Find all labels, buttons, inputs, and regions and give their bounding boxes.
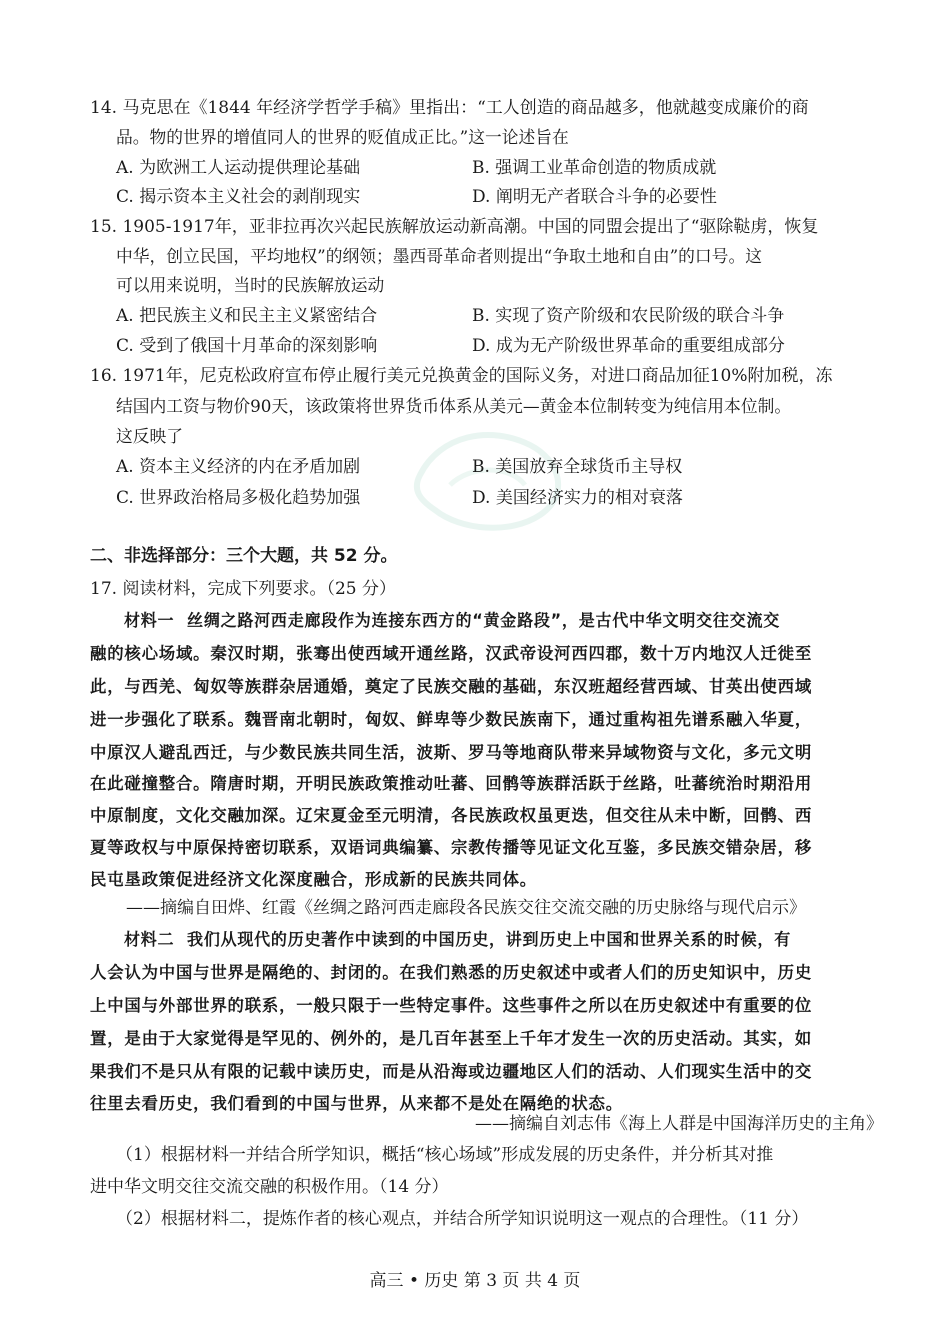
q17-intro: 17. 阅读材料，完成下列要求。（25 分）	[90, 579, 396, 599]
q14-option-a: A. 为欧洲工人运动提供理论基础	[116, 158, 361, 178]
material-1-source: ——摘编自田烨、红霞《丝绸之路河西走廊段各民族交往交流交融的历史脉络与现代启示》	[126, 898, 806, 918]
material-1-line-9: 民屯垦政策促进经济文化深度融合，形成新的民族共同体。	[90, 870, 537, 889]
material-2-line-6: 往里去看历史，我们看到的中国与世界，从来都不是处在隔绝的状态。	[90, 1094, 623, 1113]
material-1-line-7: 中原制度，文化交融加深。辽宋夏金至元明清，各民族政权虽更迭，但交往从未中断，回鹘、西	[90, 806, 813, 825]
q17-subquestion-2: （2）根据材料二，提炼作者的核心观点，并结合所学知识说明这一观点的合理性。（11 分）	[116, 1209, 809, 1229]
material-1-line-1: 材料一 丝绸之路河西走廊段作为连接东西方的“黄金路段”，是古代中华文明交往交流交	[124, 611, 781, 630]
material-2-line-5: 果我们不是只从有限的记载中读历史，而是从沿海或边疆地区人们的活动、人们现实生活中的交	[90, 1062, 813, 1081]
material-1-line-4: 进一步强化了联系。魏晋南北朝时，匈奴、鲜卑等少数民族南下，通过重构祖先谱系融入华夏，	[90, 710, 813, 729]
q16-option-b: B. 美国放弃全球货币主导权	[472, 457, 683, 477]
material-2-source: ——摘编自刘志伟《海上人群是中国海洋历史的主角》	[475, 1114, 883, 1134]
q15-option-d: D. 成为无产阶级世界革命的重要组成部分	[472, 336, 785, 356]
material-1-line-2: 融的核心场域。秦汉时期，张骞出使西域开通丝路，汉武帝设河西四郡，数十万内地汉人迁徙至	[90, 644, 813, 663]
material-1-line-8: 夏等政权与中原保持密切联系，双语词典编纂、宗教传播等见证文化互鉴，多民族交错杂居，移	[90, 838, 813, 857]
q14-option-c: C. 揭示资本主义社会的剥削现实	[116, 187, 361, 207]
q15-option-b: B. 实现了资产阶级和农民阶级的联合斗争	[472, 306, 785, 326]
q16-option-d: D. 美国经济实力的相对衰落	[472, 488, 683, 508]
material-1-line-3: 此，与西羌、匈奴等族群杂居通婚，奠定了民族交融的基础，东汉班超经营西域、甘英出使西域	[90, 677, 813, 696]
q16-option-a: A. 资本主义经济的内在矛盾加剧	[116, 457, 361, 477]
q16-stem-line-2: 结国内工资与物价90天，该政策将世界货币体系从美元—黄金本位制转变为纯信用本位制。	[116, 397, 792, 417]
q16-stem-line-3: 这反映了	[116, 427, 184, 447]
material-2-label: 材料二	[124, 930, 175, 949]
material-1-line-6: 在此碰撞整合。隋唐时期，开明民族政策推动吐蕃、回鹘等族群活跃于丝路，吐蕃统治时期沿用	[90, 774, 813, 793]
section-heading: 二、非选择部分：三个大题，共 52 分。	[90, 546, 398, 566]
q16-option-c: C. 世界政治格局多极化趋势加强	[116, 488, 361, 508]
page-footer: 高三 • 历史 第 3 页 共 4 页	[369, 1271, 581, 1291]
q15-stem-line-3: 可以用来说明，当时的民族解放运动	[116, 276, 385, 296]
q15-stem-line-2: 中华，创立民国，平均地权”的纲领；墨西哥革命者则提出“争取土地和自由”的口号。这	[116, 247, 762, 267]
q14-stem-line-1: 14. 马克思在《1844 年经济学哲学手稿》里指出：“工人创造的商品越多，他就越变成廉价的商	[90, 98, 809, 118]
q15-option-a: A. 把民族主义和民主主义紧密结合	[116, 306, 378, 326]
q15-option-c: C. 受到了俄国十月革命的深刻影响	[116, 336, 378, 356]
q16-stem-line-1: 16. 1971年，尼克松政府宣布停止履行美元兑换黄金的国际义务，对进口商品加征10%附加税，冻	[90, 366, 833, 386]
material-1-label: 材料一	[124, 611, 175, 630]
material-1-line-5: 中原汉人避乱西迁，与少数民族共同生活，波斯、罗马等地商队带来异域物资与文化，多元文明	[90, 743, 813, 762]
q14-stem-line-2: 品。物的世界的增值同人的世界的贬值成正比。”这一论述旨在	[116, 128, 569, 148]
material-2-line-1: 材料二 我们从现代的历史著作中读到的中国历史，讲到历史上中国和世界关系的时候，有	[124, 930, 791, 949]
q17-subquestion-1-line-1: （1）根据材料一并结合所学知识，概括“核心场域”形成发展的历史条件，并分析其对推	[116, 1145, 774, 1165]
q14-option-d: D. 阐明无产者联合斗争的必要性	[472, 187, 717, 207]
q17-subquestion-1-line-2: 进中华文明交往交流交融的积极作用。（14 分）	[90, 1177, 449, 1197]
material-2-line-3: 上中国与外部世界的联系，一般只限于一些特定事件。这些事件之所以在历史叙述中有重要的位	[90, 996, 813, 1015]
q14-option-b: B. 强调工业革命创造的物质成就	[472, 158, 717, 178]
material-2-line-2: 人会认为中国与世界是隔绝的、封闭的。在我们熟悉的历史叙述中或者人们的历史知识中，历史	[90, 963, 813, 982]
material-2-line-4: 置，是由于大家觉得是罕见的、例外的，是几百年甚至上千年才发生一次的历史活动。其实，如	[90, 1029, 813, 1048]
q15-stem-line-1: 15. 1905-1917年，亚非拉再次兴起民族解放运动新高潮。中国的同盟会提出了“驱除鞑虏，恢复	[90, 217, 819, 237]
